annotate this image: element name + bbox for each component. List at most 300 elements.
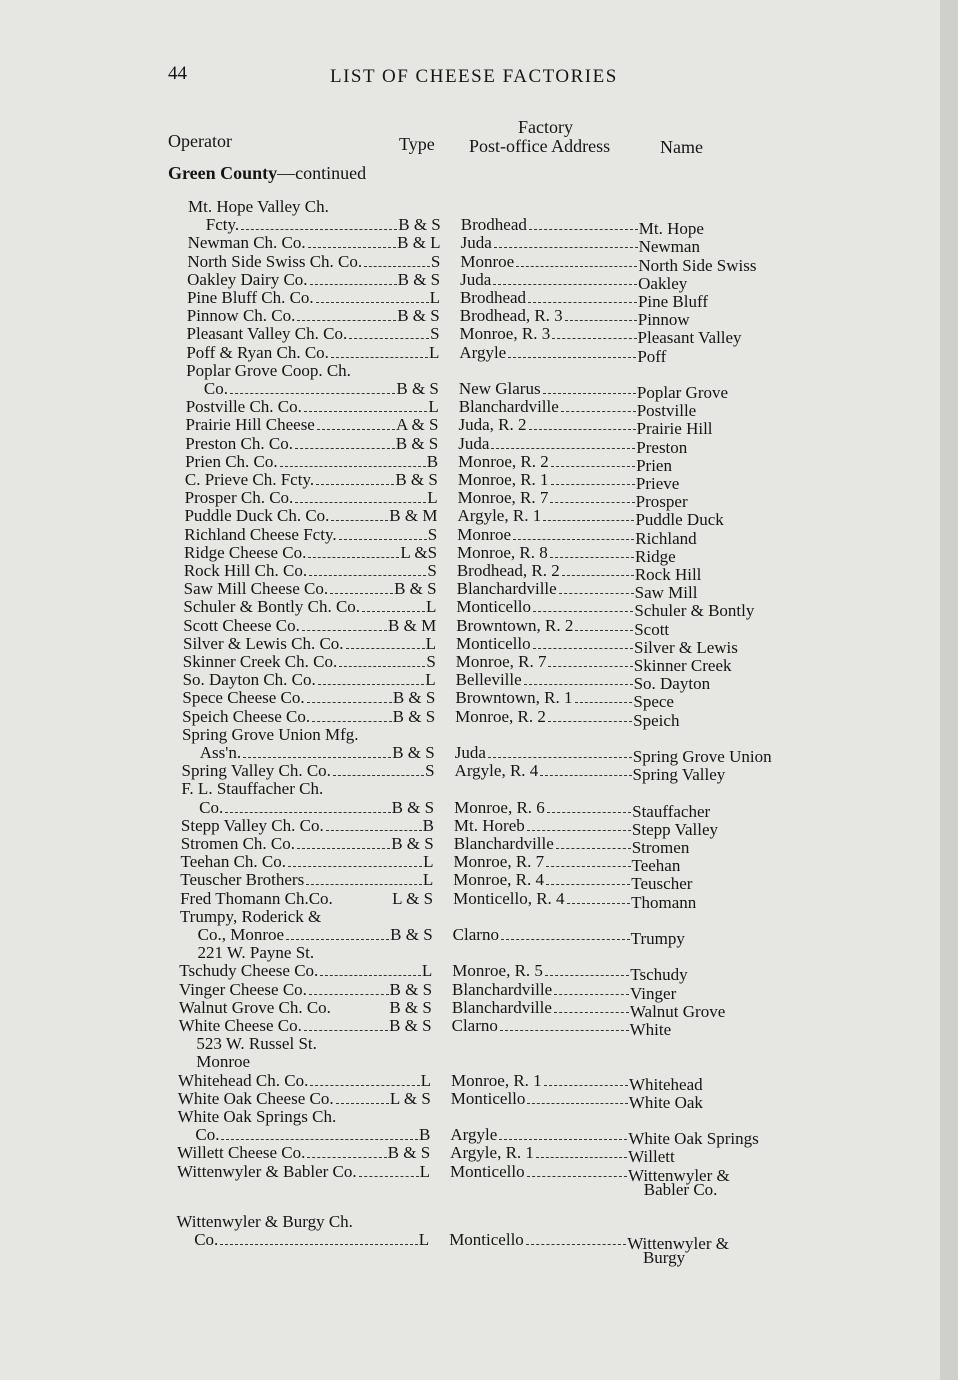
operator-name: White Cheese Co. bbox=[178, 1016, 302, 1035]
table-row bbox=[0, 1181, 940, 1199]
table-row bbox=[0, 1053, 940, 1071]
address-text: Juda bbox=[460, 270, 492, 289]
operator-name: Speich Cheese Co. bbox=[182, 707, 311, 726]
factory-name: White bbox=[629, 1020, 672, 1039]
operator-name: Co. bbox=[199, 798, 224, 817]
dot-leader bbox=[491, 448, 635, 449]
dot-leader bbox=[556, 848, 631, 849]
factory-name: Puddle Duck bbox=[635, 510, 724, 529]
dot-leader bbox=[529, 429, 636, 430]
table-row bbox=[0, 980, 940, 1003]
dot-leader bbox=[501, 939, 630, 940]
factory-type: S bbox=[427, 561, 437, 580]
dot-leader bbox=[220, 1244, 418, 1245]
dot-leader bbox=[529, 229, 638, 230]
address-text: Monticello bbox=[456, 634, 531, 653]
factory-name: Richland bbox=[635, 529, 697, 548]
operator-name: Oakley Dairy Co. bbox=[187, 270, 308, 289]
dot-leader bbox=[559, 593, 634, 594]
factory-name: Teuscher bbox=[631, 874, 693, 893]
header-type: Type bbox=[399, 134, 435, 154]
address-text: Argyle, R. 4 bbox=[454, 761, 539, 780]
table-row bbox=[0, 616, 940, 639]
factory-type: B & S bbox=[387, 1143, 431, 1162]
operator-name: Prairie Hill Cheese bbox=[185, 415, 315, 434]
page-edge-shadow bbox=[940, 0, 958, 1380]
dot-leader bbox=[349, 338, 429, 339]
dot-leader bbox=[536, 1157, 627, 1158]
post-office-address bbox=[459, 380, 637, 398]
factory-type: L & S bbox=[392, 889, 434, 908]
dot-leader bbox=[330, 593, 393, 594]
operator-cell bbox=[183, 671, 436, 689]
factory-type: L bbox=[423, 852, 434, 871]
operator-name: Prosper Ch. Co. bbox=[184, 488, 294, 507]
factory-name: Poplar Grove bbox=[636, 383, 729, 402]
factory-type: L bbox=[427, 488, 438, 507]
table-row bbox=[0, 834, 940, 857]
operator-name: 221 W. Payne St. bbox=[197, 943, 315, 962]
factory-name: Ridge bbox=[635, 547, 676, 566]
post-office-address bbox=[450, 1163, 628, 1181]
factory-name: Tschudy bbox=[630, 965, 688, 984]
post-office-address bbox=[459, 416, 637, 434]
dot-leader bbox=[331, 357, 428, 358]
address-text: Belleville bbox=[455, 670, 522, 689]
operator-cell bbox=[186, 416, 439, 434]
operator-name: White Oak Cheese Co. bbox=[177, 1089, 334, 1108]
operator-cell bbox=[178, 1090, 431, 1108]
page-number: 44 bbox=[168, 63, 187, 84]
post-office-address bbox=[452, 981, 630, 999]
operator-cell bbox=[204, 380, 439, 398]
table-row bbox=[0, 470, 940, 493]
table-row bbox=[0, 1125, 940, 1148]
operator-name: Pinnow Ch. Co. bbox=[186, 306, 296, 325]
factory-type: B bbox=[422, 816, 434, 835]
post-office-address bbox=[460, 307, 638, 325]
operator-name: F. L. Stauffacher Ch. bbox=[181, 779, 324, 798]
address-text: Blanchardville bbox=[451, 998, 552, 1017]
dot-leader bbox=[551, 466, 635, 467]
dot-leader bbox=[304, 1030, 388, 1031]
factory-type: B & S bbox=[392, 743, 435, 762]
factory-name: Postville bbox=[636, 401, 697, 420]
operator-cell bbox=[177, 1144, 430, 1162]
factory-type: B & S bbox=[395, 470, 438, 489]
dot-leader bbox=[326, 830, 422, 831]
operator-cell bbox=[187, 271, 440, 289]
post-office-address bbox=[456, 617, 634, 635]
post-office-address bbox=[456, 635, 634, 653]
factory-type: B bbox=[426, 452, 439, 471]
factory-name: Silver & Lewis bbox=[634, 638, 738, 657]
address-text: Juda, R. 2 bbox=[458, 415, 527, 434]
post-office-address bbox=[454, 835, 632, 853]
factory-name: Pleasant Valley bbox=[637, 328, 742, 347]
operator-name: Whitehead Ch. Co. bbox=[178, 1071, 309, 1090]
dot-leader bbox=[307, 702, 392, 703]
dot-leader bbox=[308, 557, 399, 558]
dot-leader bbox=[243, 757, 391, 758]
address-text: Argyle bbox=[450, 1125, 498, 1144]
factory-name: Stauffacher bbox=[632, 802, 711, 821]
factory-name: Teehan bbox=[631, 856, 681, 875]
address-text: Brodhead, R. 3 bbox=[459, 306, 563, 325]
dot-leader bbox=[308, 247, 397, 248]
operator-name: C. Prieve Ch. Fcty. bbox=[184, 470, 315, 489]
dot-leader bbox=[543, 393, 636, 394]
post-office-address bbox=[455, 689, 633, 707]
table-row bbox=[0, 525, 940, 548]
table-row bbox=[0, 743, 940, 766]
operator-name: 523 W. Russel St. bbox=[196, 1034, 317, 1053]
operator-cell bbox=[184, 526, 437, 544]
factory-type: B & S bbox=[391, 798, 435, 817]
dot-leader bbox=[527, 1176, 627, 1177]
operator-cell bbox=[185, 471, 438, 489]
post-office-address bbox=[453, 926, 631, 944]
table-row bbox=[0, 688, 940, 711]
dot-leader bbox=[526, 1244, 626, 1245]
dot-leader bbox=[331, 520, 388, 521]
operator-cell bbox=[180, 890, 433, 908]
address-text: Clarno bbox=[452, 925, 499, 944]
dot-leader bbox=[286, 939, 389, 940]
table-row bbox=[0, 1089, 940, 1112]
operator-name: So. Dayton Ch. Co. bbox=[182, 670, 316, 689]
factory-type: L bbox=[425, 634, 436, 653]
dot-leader bbox=[546, 884, 630, 885]
factory-type: B & S bbox=[392, 688, 436, 707]
post-office-address bbox=[461, 234, 639, 252]
operator-cell bbox=[185, 435, 438, 453]
table-row bbox=[0, 452, 940, 475]
county-heading bbox=[168, 163, 366, 184]
dot-leader bbox=[550, 502, 634, 503]
dot-leader bbox=[533, 648, 633, 649]
post-office-address bbox=[452, 1017, 630, 1035]
post-office-address bbox=[453, 871, 631, 889]
factory-name: Babler Co. bbox=[643, 1180, 718, 1199]
operator-name: Teuscher Brothers bbox=[180, 870, 305, 889]
table-row bbox=[0, 761, 940, 784]
operator-cell bbox=[186, 398, 439, 416]
factory-name: Spring Valley bbox=[632, 765, 726, 784]
operator-cell bbox=[177, 1163, 430, 1181]
dot-leader bbox=[295, 502, 426, 503]
dot-leader bbox=[346, 648, 425, 649]
operator-cell bbox=[187, 307, 440, 325]
table-row bbox=[0, 1143, 940, 1166]
factory-type: B & S bbox=[391, 834, 434, 853]
factory-name: White Oak Springs bbox=[628, 1129, 759, 1148]
table-row bbox=[0, 362, 940, 380]
operator-cell bbox=[182, 762, 435, 780]
address-text: Monticello bbox=[449, 1230, 524, 1249]
factory-type: L &S bbox=[400, 543, 438, 562]
dot-leader bbox=[528, 302, 637, 303]
table-row bbox=[0, 889, 940, 912]
factory-type: B & S bbox=[396, 379, 439, 398]
factory-type: A & S bbox=[395, 415, 439, 434]
dot-leader bbox=[280, 466, 426, 467]
address-text: Monroe, R. 2 bbox=[458, 452, 549, 471]
operator-cell bbox=[187, 325, 440, 343]
operator-cell bbox=[183, 653, 436, 671]
factory-type: L bbox=[428, 343, 440, 362]
factory-name: Spring Grove Union bbox=[632, 747, 772, 766]
operator-name: Trumpy, Roderick & bbox=[179, 907, 322, 926]
operator-name: Fcty. bbox=[205, 215, 240, 234]
table-row bbox=[0, 707, 940, 730]
table-row bbox=[0, 543, 940, 566]
operator-name: Scott Cheese Co. bbox=[183, 616, 300, 635]
factory-name: Speich bbox=[633, 711, 680, 730]
factory-name: Willett bbox=[628, 1147, 675, 1166]
table-row bbox=[0, 488, 940, 511]
post-office-address bbox=[456, 653, 634, 671]
address-text: Argyle bbox=[459, 343, 507, 362]
post-office-address bbox=[459, 344, 637, 362]
dot-leader bbox=[241, 229, 397, 230]
address-text: Monroe bbox=[460, 252, 515, 271]
dot-leader bbox=[333, 775, 424, 776]
address-text: Monroe, R. 7 bbox=[453, 852, 545, 871]
address-text: Juda bbox=[454, 743, 486, 762]
table-row bbox=[0, 597, 940, 620]
post-office-address bbox=[460, 289, 638, 307]
address-text: Blanchardville bbox=[452, 980, 553, 999]
operator-name: Mt. Hope Valley Ch. bbox=[188, 197, 329, 216]
factory-name: Mt. Hope bbox=[638, 219, 704, 238]
address-text: Brodhead bbox=[459, 288, 527, 307]
dot-leader bbox=[551, 484, 635, 485]
factory-name: Skinner Creek bbox=[633, 656, 732, 675]
dot-leader bbox=[562, 575, 634, 576]
operator-name: Preston Ch. Co. bbox=[185, 434, 293, 453]
dot-leader bbox=[225, 812, 390, 813]
dot-leader bbox=[540, 775, 631, 776]
operator-cell bbox=[184, 562, 437, 580]
operator-name: Stromen Ch. Co. bbox=[180, 834, 296, 853]
header-operator: Operator bbox=[168, 131, 232, 151]
factory-type: S bbox=[427, 525, 438, 544]
dot-leader bbox=[565, 320, 637, 321]
factory-type: L bbox=[429, 288, 440, 307]
factory-name: Burgy bbox=[642, 1248, 686, 1267]
operator-name: Spring Valley Ch. Co. bbox=[181, 761, 331, 780]
operator-name: Ass'n. bbox=[199, 743, 242, 762]
table-row bbox=[0, 780, 940, 798]
operator-name: Prien Ch. Co. bbox=[185, 452, 278, 471]
dot-leader bbox=[359, 1176, 419, 1177]
factory-name: Rock Hill bbox=[634, 565, 702, 584]
table-row bbox=[0, 252, 940, 275]
dot-leader bbox=[546, 866, 630, 867]
dot-leader bbox=[544, 1085, 628, 1086]
operator-cell bbox=[187, 253, 440, 271]
address-text: Monroe bbox=[457, 525, 512, 544]
factory-name: Preston bbox=[636, 438, 688, 457]
dot-leader bbox=[561, 411, 636, 412]
factory-type: L bbox=[422, 870, 434, 889]
dot-leader bbox=[310, 284, 397, 285]
factory-type: B & S bbox=[389, 980, 433, 999]
table-row bbox=[0, 1035, 940, 1053]
factory-name: So. Dayton bbox=[633, 674, 711, 693]
post-office-address bbox=[460, 325, 638, 343]
post-office-address bbox=[450, 1126, 628, 1144]
address-text: Monroe, R. 7 bbox=[455, 652, 547, 671]
factory-type: L bbox=[425, 670, 436, 689]
post-office-address bbox=[451, 1090, 629, 1108]
operator-name: Schuler & Bontly Ch. Co. bbox=[183, 597, 361, 616]
table-row bbox=[0, 415, 940, 438]
table-row bbox=[0, 434, 940, 457]
operator-name: Skinner Creek Ch. Co. bbox=[182, 652, 338, 671]
factory-name: White Oak bbox=[628, 1093, 703, 1112]
factory-name: Whitehead bbox=[629, 1075, 703, 1094]
operator-cell bbox=[195, 1126, 430, 1144]
operator-name: Newman Ch. Co. bbox=[187, 233, 306, 252]
operator-name: Co. bbox=[195, 1125, 220, 1144]
header-post-office-address: Post-office Address bbox=[469, 136, 611, 156]
operator-cell bbox=[184, 507, 437, 525]
operator-name: Postville Ch. Co. bbox=[185, 397, 302, 416]
factory-type: B & M bbox=[388, 616, 437, 635]
address-text: Monroe, R. 4 bbox=[453, 870, 544, 889]
operator-cell bbox=[185, 489, 438, 507]
dot-leader bbox=[304, 411, 427, 412]
operator-name: White Oak Springs Ch. bbox=[177, 1107, 337, 1126]
factory-type: B & S bbox=[394, 579, 437, 598]
factory-type: B & S bbox=[389, 1016, 432, 1035]
county-name: Green County bbox=[168, 163, 278, 183]
table-row bbox=[0, 1071, 940, 1094]
post-office-address bbox=[456, 671, 634, 689]
dot-leader bbox=[316, 484, 394, 485]
operator-name: Richland Cheese Fcty. bbox=[184, 525, 337, 544]
operator-cell bbox=[184, 544, 437, 562]
operator-cell bbox=[206, 216, 441, 234]
post-office-address bbox=[455, 744, 633, 762]
factory-name: Wittenwyler & bbox=[627, 1166, 730, 1185]
post-office-address bbox=[460, 271, 638, 289]
operator-name: Poff & Ryan Ch. Co. bbox=[186, 343, 329, 362]
dot-leader bbox=[554, 994, 629, 995]
dot-leader bbox=[548, 666, 632, 667]
post-office-address bbox=[454, 817, 632, 835]
factory-name: Walnut Grove bbox=[629, 1002, 726, 1021]
dot-leader bbox=[297, 320, 396, 321]
operator-cell bbox=[185, 453, 438, 471]
dot-leader bbox=[548, 721, 632, 722]
operator-cell bbox=[180, 871, 433, 889]
post-office-address bbox=[452, 962, 630, 980]
post-office-address bbox=[457, 580, 635, 598]
factory-type: L bbox=[421, 961, 433, 980]
address-text: Monroe, R. 6 bbox=[454, 798, 545, 817]
factory-name: Thomann bbox=[631, 893, 697, 912]
dot-leader bbox=[336, 1103, 389, 1104]
address-text: Monroe, R. 7 bbox=[457, 488, 549, 507]
dot-leader bbox=[362, 611, 425, 612]
address-text: Monroe, R. 5 bbox=[452, 961, 543, 980]
operator-cell bbox=[181, 817, 434, 835]
operator-name: Stepp Valley Ch. Co. bbox=[180, 816, 324, 835]
dot-leader bbox=[302, 630, 387, 631]
post-office-address bbox=[457, 507, 635, 525]
operator-name: Teehan Ch. Co. bbox=[180, 852, 287, 871]
post-office-address bbox=[454, 853, 632, 871]
post-office-address bbox=[458, 453, 636, 471]
operator-cell bbox=[188, 234, 441, 252]
operator-cell bbox=[179, 1017, 432, 1035]
table-row bbox=[0, 198, 940, 216]
operator-name: Spece Cheese Co. bbox=[182, 688, 305, 707]
dot-leader bbox=[575, 702, 633, 703]
dot-leader bbox=[499, 1139, 627, 1140]
post-office-address bbox=[457, 562, 635, 580]
operator-name: Poplar Grove Coop. Ch. bbox=[186, 361, 351, 380]
operator-name: Co., Monroe bbox=[197, 925, 285, 944]
operator-cell bbox=[200, 744, 435, 762]
dot-leader bbox=[307, 1157, 386, 1158]
dot-leader bbox=[493, 284, 637, 285]
operator-cell bbox=[179, 981, 432, 999]
table-row bbox=[0, 944, 940, 962]
address-text: Monticello bbox=[456, 597, 532, 616]
address-text: Monroe, R. 8 bbox=[457, 543, 548, 562]
dot-leader bbox=[309, 994, 389, 995]
operator-name: Ridge Cheese Co. bbox=[184, 543, 307, 562]
factory-name: Scott bbox=[634, 620, 670, 639]
dot-leader bbox=[550, 557, 634, 558]
table-row bbox=[0, 579, 940, 602]
operator-name: Wittenwyler & Burgy Ch. bbox=[176, 1212, 353, 1231]
table-row bbox=[0, 1108, 940, 1126]
post-office-address bbox=[458, 435, 636, 453]
factory-type: B bbox=[419, 1125, 431, 1144]
factory-type: S bbox=[430, 252, 441, 271]
factory-name: Trumpy bbox=[630, 929, 685, 948]
address-text: Argyle, R. 1 bbox=[457, 506, 542, 525]
dot-leader bbox=[339, 666, 425, 667]
dot-leader bbox=[545, 975, 629, 976]
factory-type: S bbox=[425, 761, 435, 780]
table-row bbox=[0, 1213, 940, 1231]
dot-leader bbox=[554, 1012, 629, 1013]
factory-type: B & S bbox=[395, 434, 439, 453]
operator-cell bbox=[186, 344, 439, 362]
address-text: Clarno bbox=[451, 1016, 498, 1035]
dot-leader bbox=[230, 393, 395, 394]
table-row bbox=[0, 561, 940, 584]
operator-name: Rock Hill Ch. Co. bbox=[183, 561, 308, 580]
dot-leader bbox=[309, 575, 426, 576]
dot-leader bbox=[310, 1085, 419, 1086]
dot-leader bbox=[524, 684, 633, 685]
dot-leader bbox=[318, 684, 424, 685]
operator-cell bbox=[183, 617, 436, 635]
dot-leader bbox=[543, 520, 634, 521]
factory-type: B & S bbox=[389, 998, 432, 1017]
table-row bbox=[0, 961, 940, 984]
dot-leader bbox=[317, 429, 395, 430]
factory-type: B & S bbox=[397, 270, 441, 289]
dot-leader bbox=[297, 848, 390, 849]
